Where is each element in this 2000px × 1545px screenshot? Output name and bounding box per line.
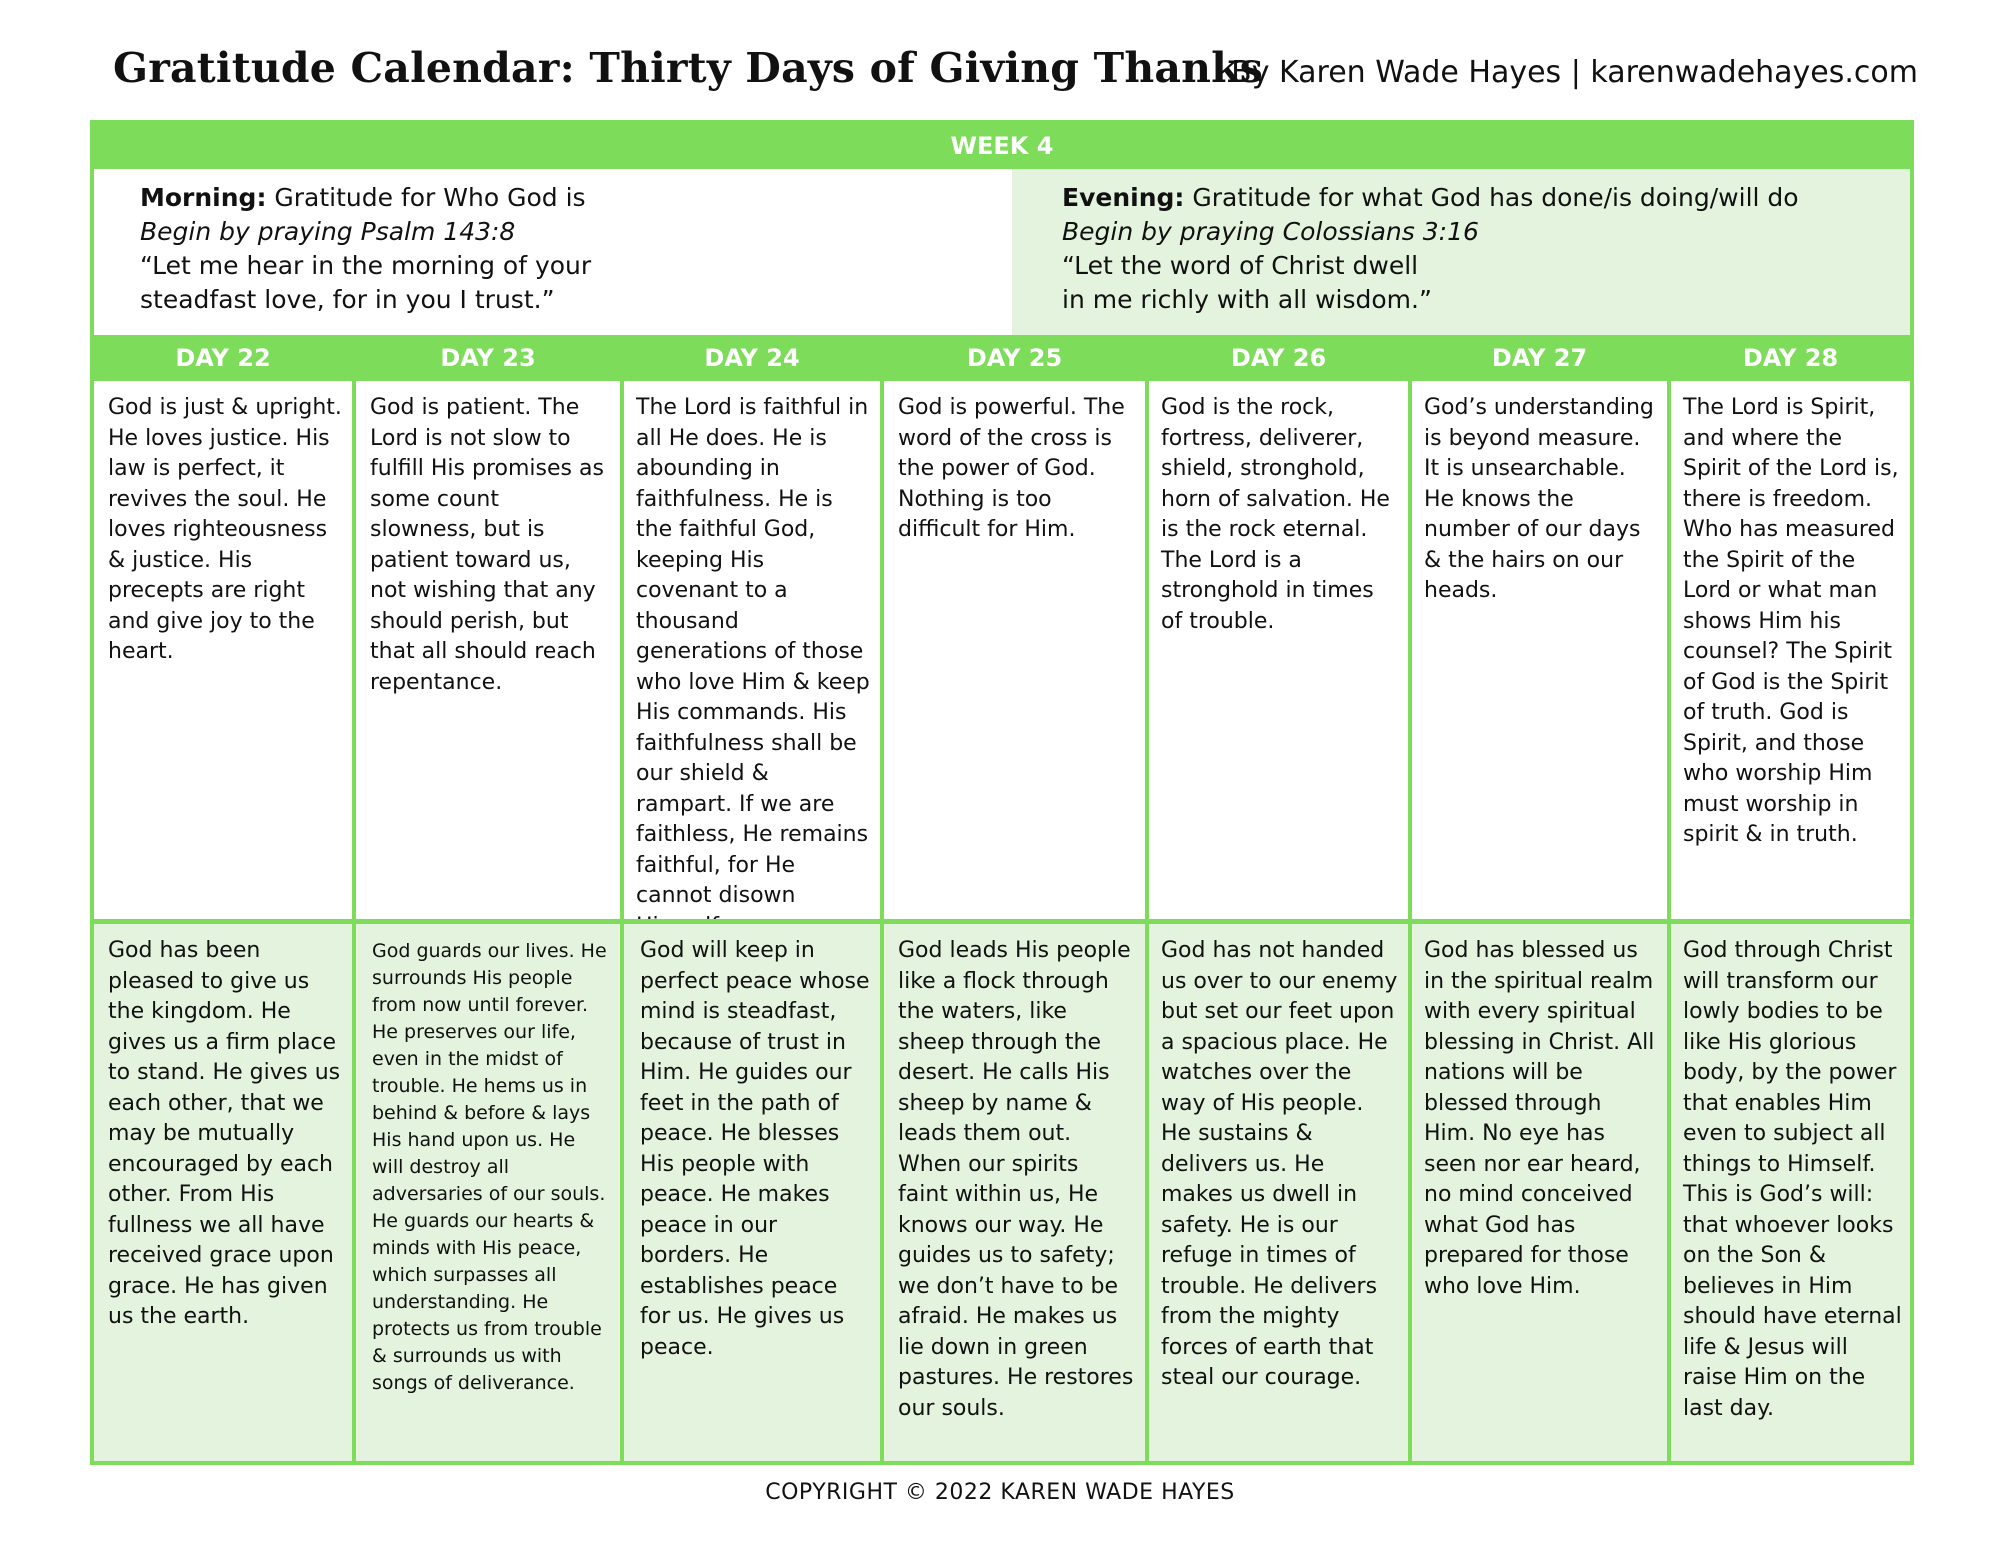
copyright-footer: COPYRIGHT © 2022 KAREN WADE HAYES [765, 1480, 1235, 1505]
day-23-morning-text: God is patient. The Lord is not slow to fulfill His promises as some count slowness, but is patient toward us, not wishing that any should perish, but that all should reach repentance. [356, 381, 620, 919]
morning-quote-line-1: “Let me hear in the morning of your [140, 251, 592, 280]
day-25-morning-text: God is powerful. The word of the cross is the power of God. Nothing is too difficult for Him. [884, 381, 1145, 919]
day-26-morning-text: God is the rock, fortress, deliverer, shield, stronghold, horn of salvation. He is the rock eternal. The Lord is a stronghold in times of trouble. [1149, 381, 1408, 919]
author-byline: By Karen Wade Hayes | karenwadehayes.com [1231, 55, 1918, 90]
day-header-22: DAY 22 [175, 344, 271, 372]
evening-intro [1012, 169, 1910, 335]
day-22-morning-text: God is just & upright. He loves justice. His law is perfect, it revives the soul. He loves righteousness & justice. His precepts are right and give joy to the heart. [94, 381, 352, 919]
column-divider [1667, 381, 1671, 1461]
morning-quote-line-2: steadfast love, for in you I trust.” [140, 285, 555, 314]
day-24-morning-text: The Lord is faithful in all He does. He is abounding in faithfulness. He is the faithful God, keeping His covenant to a thousand generations of those who love Him & keep His commands. His faithfulness shall be our shield & rampart. If we are faithless, He remains faithful, for He cannot disown [624, 381, 880, 919]
column-divider [880, 381, 884, 1461]
column-divider [1145, 381, 1149, 1461]
column-divider [620, 381, 624, 1461]
day-header-28: DAY 28 [1742, 344, 1839, 372]
day-24-evening-text: God will keep in perfect peace whose mind is steadfast, because of trust in Him. He guides our feet in the path of peace. He blesses His people with peace. He makes peace in our borders. He establishes peace for us. He gives us peace. [624, 919, 880, 1461]
day-25-evening-text: God leads His people like a flock through the waters, like sheep through the desert. He calls His sheep by name & leads them out. When our spirits faint within us, He knows our way. He guides us to safety; we don’t have to be afraid. He makes us lie down in green pastures. He restores our souls. [884, 919, 1145, 1461]
day-26-evening-text: God has not handed us over to our enemy but set our feet upon a spacious place. He watches over the way of His people. He sustains & delivers us. He makes us dwell in safety. He is our refuge in times of trouble. He delivers from the mighty forces of earth that steal our courage. [1149, 919, 1408, 1461]
calendar-table [90, 120, 1914, 1465]
day-header-24: DAY 24 [704, 344, 800, 372]
evening-label: Evening: [1062, 183, 1185, 212]
day-28-morning-text: The Lord is Spirit, and where the Spirit of the Lord is, there is freedom. Who has measured the Spirit of the Lord or what man shows Him his counsel? The Spirit of God is the Spirit of truth. God is Spirit, and those who worship Him must worship in spirit & in truth. [1671, 381, 1910, 919]
morning-label: Morning: [140, 183, 267, 212]
day-27-evening-text: God has blessed us in the spiritual realm with every spiritual blessing in Christ. All nations will be blessed through Him. No eye has seen nor ear heard, no mind conceived what God has prepared for those who love Him. [1412, 919, 1667, 1461]
morning-intro [94, 169, 1012, 335]
morning-theme: Gratitude for Who God is [266, 183, 586, 212]
evening-quote-line-2: in me richly with all wisdom.” [1062, 285, 1432, 314]
evening-quote-line-1: “Let the word of Christ dwell [1062, 251, 1419, 280]
day-23-evening-text: God guards our lives. He surrounds His people from now until forever. He preserves our life, even in the midst of trouble. He hems us in behind & before & lays His hand upon us. He will destroy all adversaries of our souls. He guards our hearts & minds with His peace, which surpasses all understanding. He protects us from trouble & surrounds us with songs of deliverance. [356, 919, 620, 1461]
day-28-evening-text: God through Christ will transform our lowly bodies to be like His glorious body, by the power that enables Him even to subject all things to Himself. This is God’s will: that whoever looks on the Son & believes in Him should have eternal life & Jesus will raise Him on the last day. [1671, 919, 1910, 1461]
column-divider [352, 381, 356, 1461]
day-header-25: DAY 25 [966, 344, 1063, 372]
evening-theme: Gratitude for what God has done/is doing/will do [1184, 183, 1799, 212]
day-header-26: DAY 26 [1230, 344, 1327, 372]
day-27-morning-text: God’s understanding is beyond measure. It is unsearchable. He knows the number of our days & the hairs on our heads. [1412, 381, 1667, 919]
day-header-row [94, 335, 1910, 381]
evening-prayer: Begin by praying Colossians 3:16 [1062, 217, 1479, 246]
day-header-23: DAY 23 [440, 344, 536, 372]
morning-prayer: Begin by praying Psalm 143:8 [140, 217, 516, 246]
column-divider [1408, 381, 1412, 1461]
day-header-27: DAY 27 [1491, 344, 1588, 372]
page-title: Gratitude Calendar: Thirty Days of Giving Thanks [113, 44, 1263, 92]
day-22-evening-text: God has been pleased to give us the kingdom. He gives us a firm place to stand. He gives us each other, that we may be mutually encouraged by each other. From His fullness we all have received grace upon grace. He has given us the earth. [94, 919, 352, 1461]
week-header: WEEK 4 [94, 124, 1910, 169]
